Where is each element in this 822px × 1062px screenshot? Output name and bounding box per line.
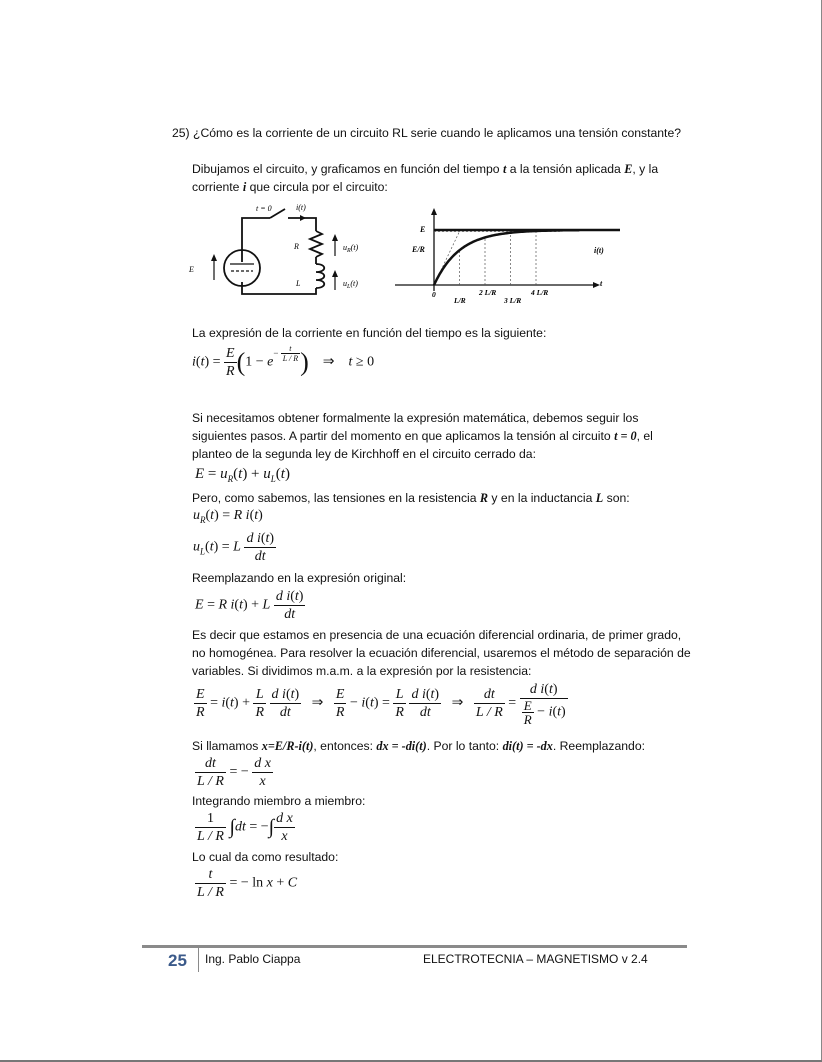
- paragraph-var-l: L: [595, 491, 604, 505]
- x-axis-arrow-icon: [593, 282, 600, 288]
- ul-equation: $u_L(t) = L$ $\frac{\text{d i(t)}}{dt}$: [193, 531, 275, 564]
- paragraph-text: son:: [603, 491, 630, 505]
- paragraph-1-line-2: [192, 427, 653, 445]
- current-label: i(t): [296, 203, 306, 212]
- paragraph-text: Pero, como sabemos, las tensiones en la resistencia: [192, 491, 480, 505]
- integral-equation: $\frac{1}{L / R}$ ∫dt = −∫ $\frac{\text{d x}}{x}$: [197, 811, 293, 844]
- paragraph-1-line-3: planteo de la segunda ley de Kirchhoff en el circuito cerrado da:: [192, 447, 536, 461]
- intro-line-2: [192, 178, 388, 196]
- current-arrowhead-icon: [300, 215, 306, 221]
- paragraph-bold: x=E/R-i(t): [261, 739, 314, 753]
- current-response-graph: [390, 205, 620, 310]
- paragraph-text: . Reemplazando:: [552, 739, 645, 753]
- graph-origin-label: 0: [432, 290, 436, 299]
- current-formula: i(t) = $\frac{E}{R}$ ($1 - e^{- \frac{t}{L / R}}$ ) ⇒ t ≥ 0: [192, 344, 375, 379]
- inductor-icon: [316, 264, 324, 288]
- intro-var-e: E: [624, 162, 633, 176]
- integrate-text: Integrando miembro a miembro:: [192, 794, 366, 808]
- expression-intro: La expresión de la corriente en función del tiempo es la siguiente:: [192, 326, 547, 340]
- paragraph-bold: di(t) = -dx: [502, 739, 553, 753]
- original-equation: E = R i(t) + L $\frac{\text{d i(t)}}{dt}$: [195, 589, 304, 622]
- ul-label: $u_L(t)$: [343, 279, 358, 290]
- paragraph-3-line-3: variables. Si dividimos m.a.m. a la expresión por la resistencia:: [192, 664, 532, 678]
- paragraph-1-line-1: Si necesitamos obtener formalmente la expresión matemática, debemos seguir los: [192, 411, 639, 425]
- paragraph-text: , entonces:: [313, 739, 377, 753]
- graph-t-label: t: [600, 279, 603, 288]
- circuit-wire-bottom: [242, 282, 316, 294]
- paragraph-text: Si llamamos: [192, 739, 262, 753]
- replace-text: Reemplazando en la expresión original:: [192, 571, 407, 585]
- graph-tick-3-label: 3 L/R: [504, 296, 522, 305]
- divided-equation-chain: $\frac{E}{R}$ = i(t) + $\frac{L}{R}$ $\frac{\text{d i(t)}}{dt}$ ⇒ $\frac{E}{R}$ − i(t) = $\frac{L}{R}$ $\frac{\text{d i(t)}}{dt}$ ⇒ $\frac{dt}{L / R}$ = d i(t) $\frac{E}{R}$ − i(t): [196, 682, 566, 727]
- question-heading: 25) ¿Cómo es la corriente de un circuito RL serie cuando le aplicamos una tensión constante?: [172, 126, 681, 140]
- intro-text: a la tensión aplicada: [506, 162, 625, 176]
- intro-text: que circula por el circuito:: [246, 180, 388, 194]
- paragraph-3-line-2: no homogénea. Para resolver la ecuación diferencial, usaremos el método de separación de: [192, 646, 691, 660]
- paragraph-text: siguientes pasos. A partir del momento en que aplicamos la tensión al circuito: [192, 429, 615, 443]
- paragraph-4: [192, 737, 645, 755]
- graph-tick-2-label: 2 L/R: [479, 288, 497, 297]
- substituted-equation: $\frac{dt}{L / R}$ = − $\frac{\text{d x}}{x}$: [197, 756, 271, 789]
- paragraph-text: , el: [636, 429, 653, 443]
- intro-line-1: [192, 160, 658, 178]
- graph-e-label: E: [420, 225, 426, 234]
- ur-arrowhead-icon: [332, 234, 338, 241]
- paragraph-2: [192, 489, 630, 507]
- graph-tick-4-label: 4 L/R: [531, 288, 549, 297]
- paragraph-3-line-1: Es decir que estamos en presencia de una ecuación diferencial ordinaria, de primer grado,: [192, 628, 682, 642]
- rl-circuit-diagram: [185, 198, 385, 303]
- source-label: E: [189, 265, 194, 274]
- y-axis-arrow-icon: [431, 208, 437, 215]
- paragraph-text: . Por lo tanto:: [426, 739, 503, 753]
- intro-text: , y la: [632, 162, 659, 176]
- resistor-icon: [310, 231, 322, 257]
- intro-var-t: t: [502, 162, 507, 176]
- graph-it-label: i(t): [594, 246, 604, 255]
- kirchhoff-equation: $E = u_R(t) + u_L(t)$: [195, 466, 290, 484]
- paragraph-text: y en la inductancia: [488, 491, 596, 505]
- current-curve: [434, 230, 579, 285]
- result-text: Lo cual da como resultado:: [192, 850, 339, 864]
- intro-text: corriente: [192, 180, 243, 194]
- source-arrowhead-icon: [211, 254, 217, 261]
- ul-arrowhead-icon: [332, 270, 338, 277]
- switch-label: t = 0: [256, 204, 272, 213]
- inductor-label: L: [296, 279, 301, 288]
- footer-divider: [142, 945, 687, 948]
- footer-title: ELECTROTECNIA – MAGNETISMO v 2.4: [423, 952, 648, 966]
- resistor-label: R: [294, 242, 299, 251]
- graph-er-label: E/R: [412, 245, 425, 254]
- page-number: 25: [168, 951, 187, 970]
- switch-icon: [270, 209, 285, 218]
- footer-author: Ing. Pablo Ciappa: [205, 952, 301, 966]
- result-equation: $\frac{t}{L / R}$ = − ln x + C: [197, 867, 298, 900]
- paragraph-bold: dx = -di(t): [376, 739, 427, 753]
- footer-separator: [198, 948, 199, 972]
- intro-var-i: i: [242, 180, 247, 194]
- ur-equation: $u_R(t) = R$ i(t): [193, 508, 263, 525]
- paragraph-var-r: R: [479, 491, 489, 505]
- graph-tick-1-label: L/R: [454, 296, 466, 305]
- intro-text: Dibujamos el circuito, y graficamos en función del tiempo: [192, 162, 503, 176]
- ur-label: $u_R(t)$: [343, 243, 359, 254]
- paragraph-bold: t = 0: [614, 429, 637, 443]
